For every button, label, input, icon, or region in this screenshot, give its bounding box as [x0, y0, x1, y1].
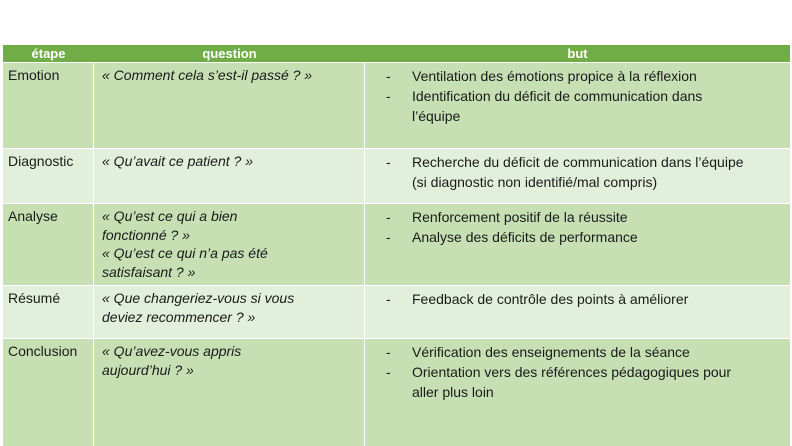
- header-question: question: [202, 46, 257, 61]
- goal-line: (si diagnostic non identifié/mal compris): [412, 174, 658, 190]
- question-line: deviez recommencer ? »: [102, 308, 256, 325]
- dash-bullet: -: [386, 68, 391, 84]
- goal-item: [365, 207, 790, 227]
- question-cell: [94, 149, 365, 204]
- stage-cell: Résumé: [3, 286, 94, 339]
- table-row-emotion: [3, 62, 790, 149]
- question-cell: [94, 339, 365, 446]
- goal-line: Feedback de contrôle des points à améliorer: [412, 291, 689, 307]
- dash-bullet: -: [386, 154, 391, 170]
- goal-cell: [365, 149, 790, 204]
- goal-item: [365, 289, 790, 309]
- question-line: « Qu’avez-vous appris: [102, 343, 242, 359]
- goal-line: Analyse des déficits de performance: [412, 229, 638, 245]
- goal-item: [365, 86, 790, 126]
- goal-item: [365, 152, 790, 192]
- goal-cell: [365, 286, 790, 339]
- question-cell: [94, 204, 365, 286]
- goal-item: [365, 362, 790, 402]
- question-line: « Qu’est ce qui a bien: [102, 208, 238, 224]
- goal-line: Renforcement positif de la réussite: [412, 209, 628, 225]
- table-row-conclusion: [3, 338, 790, 446]
- header-goal: but: [567, 46, 588, 61]
- goal-cell: [365, 339, 790, 446]
- table-header: [3, 45, 790, 62]
- goal-line: Identification du déficit de communication dans: [412, 88, 703, 104]
- question-line: « Que changeriez-vous si vous: [102, 290, 295, 306]
- question-cell: [94, 63, 365, 149]
- question-line: fonctionné ? »: [102, 226, 190, 243]
- goal-cell: [365, 63, 790, 149]
- goal-item: [365, 227, 790, 247]
- stage-cell: Conclusion: [3, 339, 94, 446]
- goal-line: aller plus loin: [412, 384, 494, 400]
- question-line: « Qu’avait ce patient ? »: [102, 153, 253, 169]
- dash-bullet: -: [386, 344, 391, 360]
- header-stage: étape: [31, 46, 66, 61]
- table-row-diagnostic: [3, 148, 790, 204]
- goal-line: Vérification des enseignements de la séance: [412, 344, 690, 360]
- question-line: « Qu’est ce qui n’a pas été: [102, 245, 268, 261]
- stage-cell: Emotion: [3, 63, 94, 149]
- dash-bullet: -: [386, 229, 391, 245]
- stage-cell: Diagnostic: [3, 149, 94, 204]
- goal-item: [365, 66, 790, 86]
- table-row-resume: [3, 285, 790, 339]
- stage-cell: Analyse: [3, 204, 94, 286]
- question-line: aujourd’hui ? »: [102, 361, 194, 378]
- goal-line: Ventilation des émotions propice à la réflexion: [412, 68, 697, 84]
- goal-item: [365, 342, 790, 362]
- question-line: « Comment cela s’est-il passé ? »: [102, 67, 313, 83]
- table-row-analyse: [3, 203, 790, 286]
- goal-line: Recherche du déficit de communication dans l’équipe: [412, 154, 744, 170]
- dash-bullet: -: [386, 209, 391, 225]
- goal-line: l’équipe: [412, 108, 461, 124]
- question-line: satisfaisant ? »: [102, 263, 196, 280]
- goal-line: Orientation vers des références pédagogiques pour: [412, 364, 732, 380]
- dash-bullet: -: [386, 88, 391, 104]
- question-cell: [94, 286, 365, 339]
- goal-cell: [365, 204, 790, 286]
- dash-bullet: -: [386, 291, 391, 307]
- dash-bullet: -: [386, 364, 391, 380]
